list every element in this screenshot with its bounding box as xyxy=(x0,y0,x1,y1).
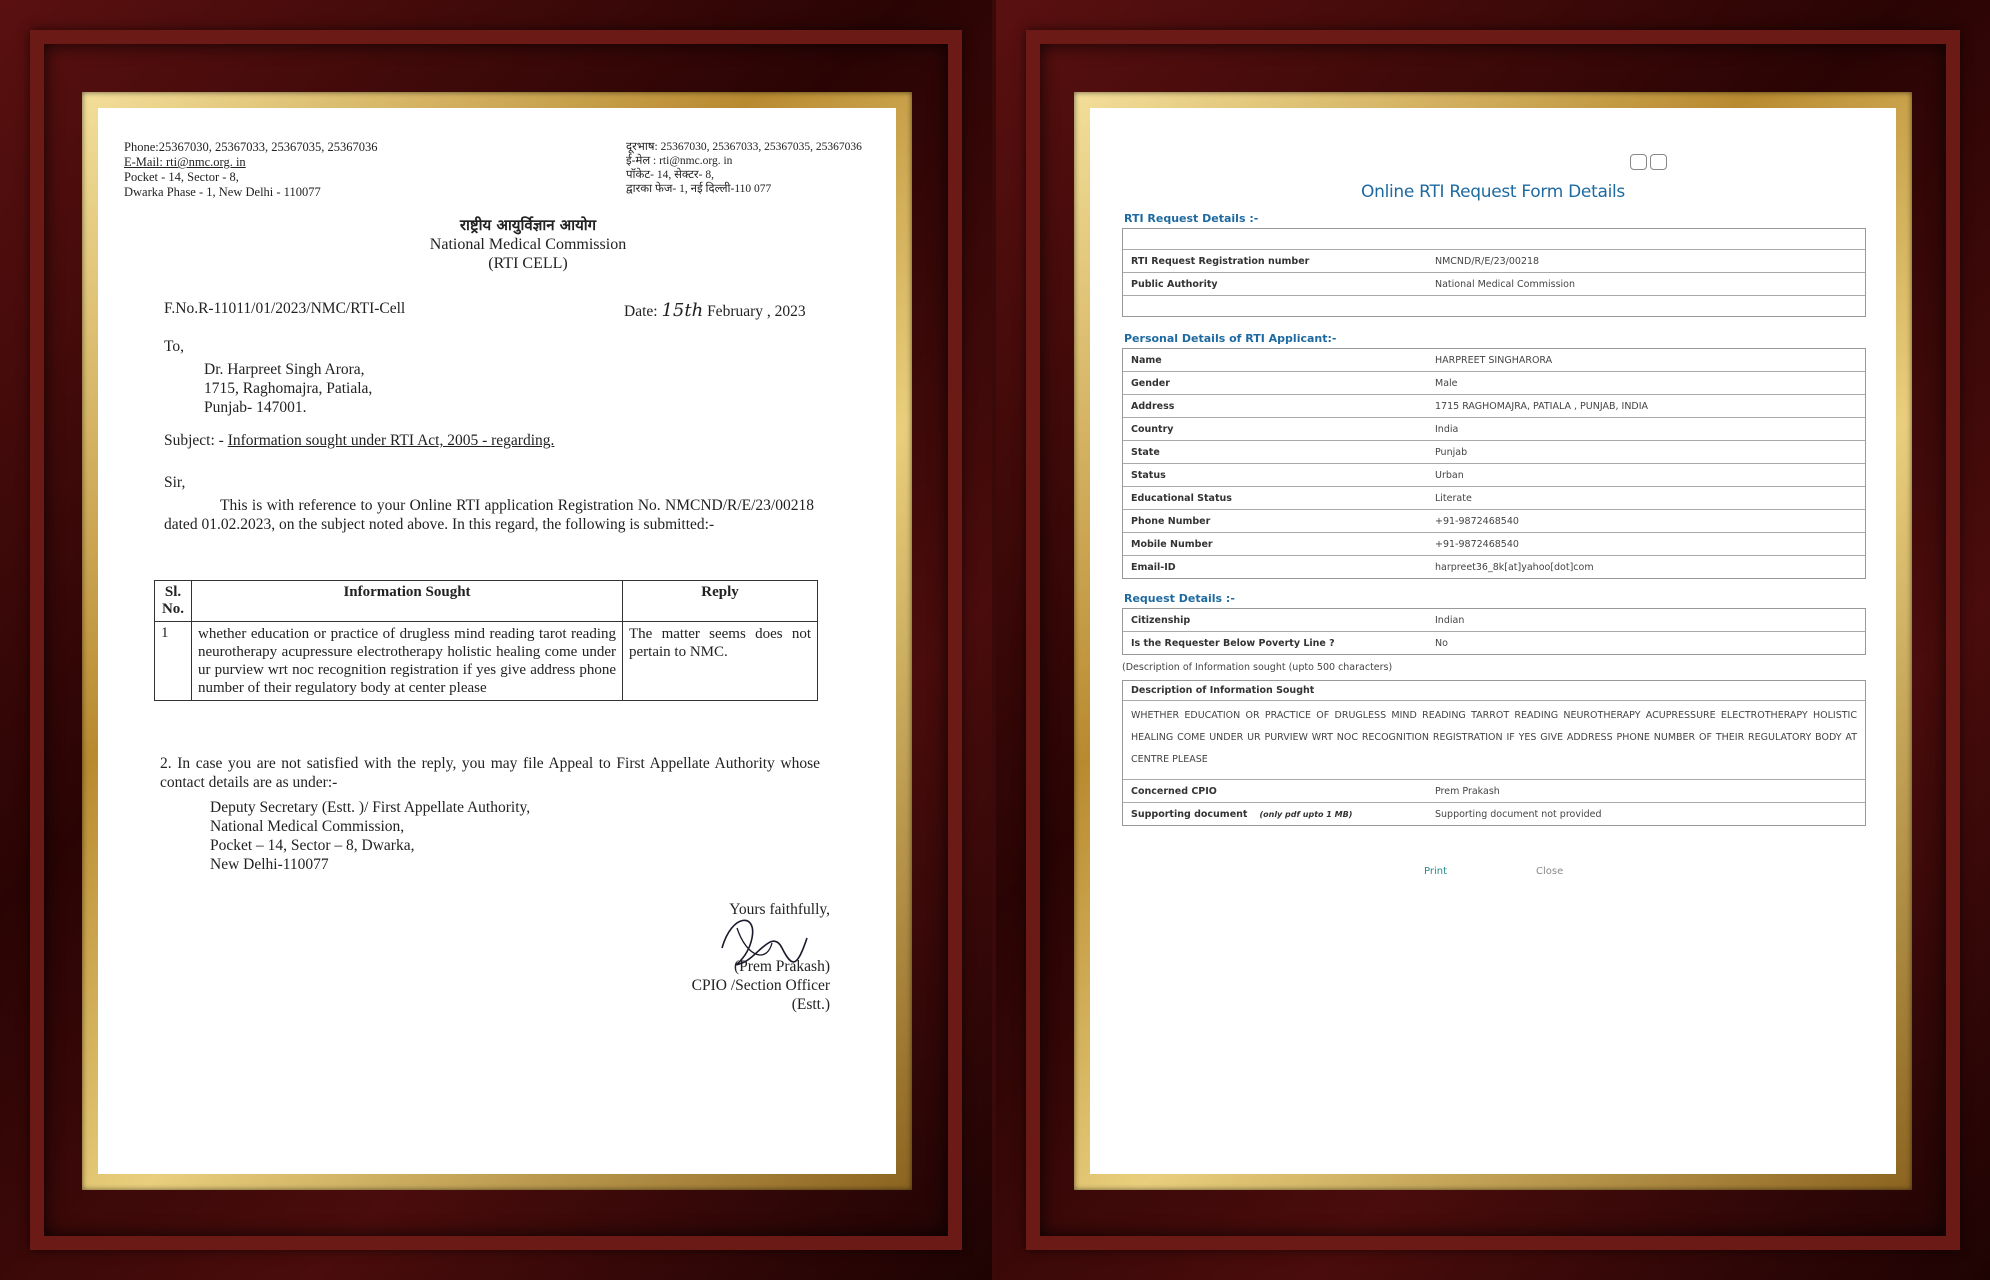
table-row xyxy=(1123,441,1865,464)
rti-request-form xyxy=(1090,108,1896,1174)
field-label: Citizenship xyxy=(1131,614,1191,626)
field-label: Supporting document xyxy=(1131,808,1248,820)
file-number: F.No.R-11011/01/2023/NMC/RTI-Cell xyxy=(164,300,406,317)
salutation: Sir, xyxy=(164,474,186,491)
field-value: Indian xyxy=(1435,614,1465,626)
email-line: E-Mail: rti@nmc.org. in xyxy=(124,155,246,169)
addressee-name: Dr. Harpreet Singh Arora, xyxy=(204,361,365,378)
field-value: Punjab xyxy=(1435,446,1468,458)
phone-line: Phone:25367030, 25367033, 25367035, 25367036 xyxy=(124,140,378,154)
signatory-designation: CPIO /Section Officer (Estt.) xyxy=(691,977,830,1013)
table-row xyxy=(1123,803,1865,825)
table-row xyxy=(1123,273,1865,296)
addressee-street: 1715, Raghomajra, Patiala, xyxy=(204,380,373,397)
request-info-grid xyxy=(1122,608,1866,655)
field-label: Address xyxy=(1131,400,1175,412)
field-value: HARPREET SINGHARORA xyxy=(1435,354,1553,366)
field-label: Educational Status xyxy=(1131,492,1232,504)
upload-limit-note: (only pdf upto 1 MB) xyxy=(1259,809,1353,819)
closing-text: Yours faithfully, xyxy=(729,901,830,918)
request-details-grid xyxy=(1122,228,1866,317)
form-title: Online RTI Request Form Details xyxy=(1361,182,1625,202)
cell-sl: 1 xyxy=(155,622,192,701)
table-row xyxy=(1123,533,1865,556)
col-information-sought: Information Sought xyxy=(192,581,623,622)
field-label: Gender xyxy=(1131,377,1170,389)
pocket-line: Pocket - 14, Sector - 8, xyxy=(124,170,239,184)
appeal-paragraph: 2. In case you are not satisfied with the reply, you may file Appeal to First Appellate Authority whose contact details are as under:- xyxy=(160,755,820,791)
appellate-org: National Medical Commission, xyxy=(210,818,405,835)
letter-date xyxy=(624,300,806,321)
appellate-street: Pocket – 14, Sector – 8, Dwarka, xyxy=(210,837,415,854)
table-header-row xyxy=(155,581,818,622)
left-gold-mat xyxy=(82,92,912,1190)
section-personal-details: Personal Details of RTI Applicant:- xyxy=(1124,332,1337,345)
date-day-handwritten: 15th xyxy=(661,300,704,321)
right-gold-mat xyxy=(1074,92,1912,1190)
letterhead-title xyxy=(338,216,718,273)
addressee-block xyxy=(204,360,372,417)
org-name-hindi: राष्ट्रीय आयुर्विज्ञान आयोग xyxy=(459,216,597,234)
handwritten-signature xyxy=(712,908,822,974)
table-row xyxy=(1123,464,1865,487)
window-control-icon[interactable] xyxy=(1650,154,1667,170)
table-row xyxy=(1123,779,1865,803)
body-paragraph: This is with reference to your Online RTI application Registration No. NMCND/R/E/23/00218 dated 01.02.2023, on the subject noted above. In this regard, the following is submitted:- xyxy=(164,497,814,533)
table-row xyxy=(1123,556,1865,578)
section-request-info: Request Details :- xyxy=(1124,592,1235,605)
information-table xyxy=(154,580,818,701)
signatory-name: (Prem Prakash) xyxy=(734,958,830,975)
field-value: Male xyxy=(1435,377,1458,389)
table-row xyxy=(1123,609,1865,632)
field-label: Status xyxy=(1131,469,1166,481)
table-row xyxy=(1123,250,1865,273)
field-value: Urban xyxy=(1435,469,1464,481)
appellate-city: New Delhi-110077 xyxy=(210,856,329,873)
email-line-hindi: ई-मेल : rti@nmc.org. in xyxy=(626,155,733,167)
section-request-details: RTI Request Details :- xyxy=(1124,212,1259,225)
description-header: Description of Information Sought xyxy=(1123,681,1865,701)
date-label: Date: xyxy=(624,303,658,320)
description-note: (Description of Information sought (upto 500 characters) xyxy=(1122,662,1393,673)
field-label: RTI Request Registration number xyxy=(1131,255,1310,267)
field-value: NMCND/R/E/23/00218 xyxy=(1435,255,1540,267)
close-button[interactable]: Close xyxy=(1536,866,1564,877)
field-label: Phone Number xyxy=(1131,515,1211,527)
description-box xyxy=(1122,680,1866,826)
table-row xyxy=(155,622,818,701)
subject-line xyxy=(164,432,554,450)
field-value: +91-9872468540 xyxy=(1435,538,1519,550)
window-controls xyxy=(1630,154,1670,174)
appellate-title: Deputy Secretary (Estt. )/ First Appellate Authority, xyxy=(210,799,531,816)
table-row xyxy=(1123,395,1865,418)
table-row xyxy=(1123,229,1865,250)
table-row xyxy=(1123,296,1865,316)
field-value: No xyxy=(1435,637,1448,649)
appellate-authority-block xyxy=(210,798,530,874)
subject-label: Subject: - xyxy=(164,432,224,449)
field-label: State xyxy=(1131,446,1160,458)
field-label: Email-ID xyxy=(1131,561,1176,573)
col-sl-no: Sl. No. xyxy=(155,581,192,622)
table-row xyxy=(1123,632,1865,654)
dwarka-line: Dwarka Phase - 1, New Delhi - 110077 xyxy=(124,185,321,199)
rti-reply-letter xyxy=(98,108,896,1174)
table-row xyxy=(1123,372,1865,395)
field-value: Prem Prakash xyxy=(1435,785,1500,797)
subject-text: Information sought under RTI Act, 2005 - regarding. xyxy=(227,432,555,449)
org-name-english: National Medical Commission xyxy=(429,236,627,253)
field-label: Name xyxy=(1131,354,1162,366)
field-label: Country xyxy=(1131,423,1174,435)
table-row xyxy=(1123,487,1865,510)
col-reply: Reply xyxy=(623,581,818,622)
field-label: Public Authority xyxy=(1131,278,1218,290)
pocket-line-hindi: पॉकेट- 14, सेक्टर- 8, xyxy=(626,169,714,181)
phone-line-hindi: दूरभाष: 25367030, 25367033, 25367035, 25367036 xyxy=(626,141,862,153)
org-cell: (RTI CELL) xyxy=(488,255,568,272)
field-value: National Medical Commission xyxy=(1435,278,1575,290)
window-control-icon[interactable] xyxy=(1630,154,1647,170)
field-label: Concerned CPIO xyxy=(1131,785,1217,797)
field-label: Mobile Number xyxy=(1131,538,1213,550)
letterhead-contact-english xyxy=(124,140,377,200)
print-button[interactable]: Print xyxy=(1424,866,1448,877)
field-value: harpreet36_8k[at]yahoo[dot]com xyxy=(1435,561,1594,573)
field-value: 1715 RAGHOMAJRA, PATIALA , PUNJAB, INDIA xyxy=(1435,400,1649,412)
date-month-year: February , 2023 xyxy=(707,303,806,320)
field-label: Is the Requester Below Poverty Line ? xyxy=(1131,637,1335,649)
field-value: Literate xyxy=(1435,492,1472,504)
table-row xyxy=(1123,510,1865,533)
to-label: To, xyxy=(164,338,185,355)
table-row xyxy=(1123,349,1865,372)
right-picture-frame xyxy=(996,0,1990,1280)
personal-details-grid xyxy=(1122,348,1866,579)
letterhead-contact-hindi xyxy=(626,140,862,196)
cell-reply: The matter seems does not pertain to NMC. xyxy=(623,622,818,701)
cell-info: whether education or practice of drugless mind reading tarot reading neurotherapy acupressure electrotherapy holistic healing come under ur purview wrt noc recognition registration if yes give address phone number of their regulatory body at center please xyxy=(192,622,623,701)
field-value: +91-9872468540 xyxy=(1435,515,1519,527)
description-text: WHETHER EDUCATION OR PRACTICE OF DRUGLESS MIND READING TARROT READING NEUROTHERAPY ACUPRESSURE ELECTROTHERAPY HOLISTIC HEALING COME UNDER UR PURVIEW WRT NOC RECOGNITION REGISTRATION IF YES GIVE ADDRESS PHONE NUMBER OF THEIR REGULATORY BODY AT CENTRE PLEASE xyxy=(1131,710,1857,765)
left-picture-frame xyxy=(0,0,992,1280)
table-row xyxy=(1123,418,1865,441)
field-value: India xyxy=(1435,423,1459,435)
field-value: Supporting document not provided xyxy=(1435,808,1602,820)
addressee-state: Punjab- 147001. xyxy=(204,399,307,416)
dwarka-line-hindi: द्वारका फेज- 1, नई दिल्ली-110 077 xyxy=(626,183,772,195)
